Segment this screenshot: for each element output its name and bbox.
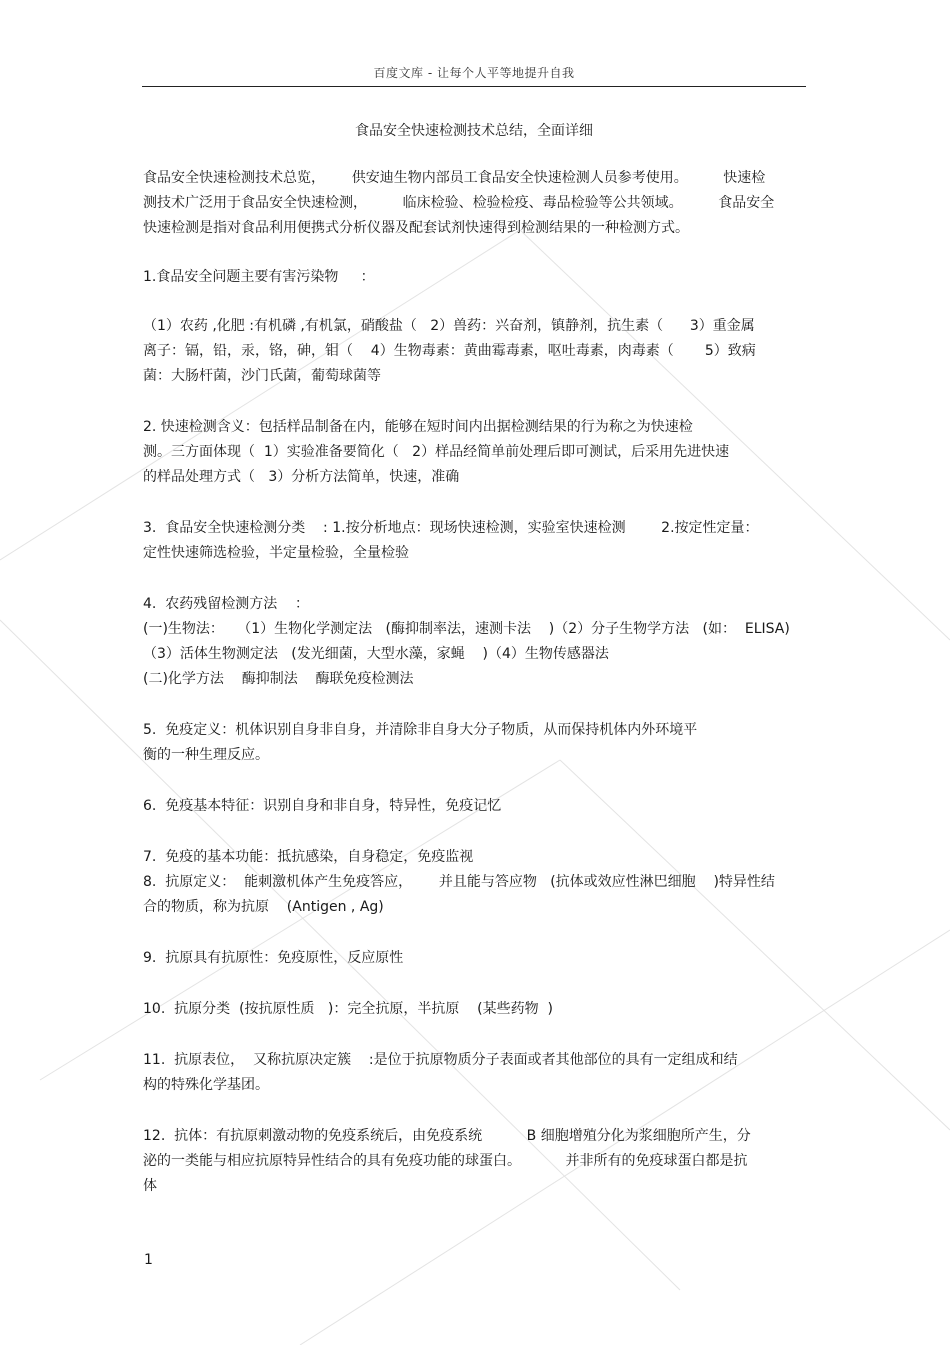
paragraph-line: 泌的一类能与相应抗原特异性结合的具有免疫功能的球蛋白。 并非所有的免疫球蛋白都是抗: [143, 1153, 748, 1169]
paragraph-line: （1）农药 ,化肥 :有机磷 ,有机氯，硝酸盐（ 2）兽药：兴奋剂，镇静剂，抗生素（ 3）重金属: [143, 318, 755, 334]
spacer: [143, 566, 809, 592]
paragraph-line: 8. 抗原定义： 能刺激机体产生免疫答应， 并且能与答应物 (抗体或效应性淋巴细胞 )特异性结: [143, 874, 775, 890]
spacer: [143, 389, 809, 415]
paragraph-line: 体: [143, 1178, 157, 1194]
paragraph-line: 6. 免疫基本特征：识别自身和非自身，特异性，免疫记忆: [143, 798, 502, 814]
page-header: 百度文库 - 让每个人平等地提升自我: [373, 66, 575, 80]
spacer: [143, 819, 809, 845]
paragraph-line: 4. 农药残留检测方法 ：: [143, 596, 310, 612]
paragraph-line: 测技术广泛用于食品安全快速检测， 临床检验、检验检疫、毒品检验等公共领域。 食品安全: [143, 195, 775, 211]
document-title: 食品安全快速检测技术总结，全面详细: [355, 123, 593, 139]
spacer: [143, 768, 809, 794]
header-divider: [142, 86, 806, 87]
spacer: [143, 241, 809, 265]
paragraph-line: (二)化学方法 酶抑制法 酶联免疫检测法: [143, 671, 414, 687]
paragraph-line: 12. 抗体：有抗原刺激动物的免疫系统后，由免疫系统 B 细胞增殖分化为浆细胞所产生，分: [143, 1128, 751, 1144]
paragraph-line: 3. 食品安全快速检测分类 : 1.按分析地点：现场快速检测，实验室快速检测 2.按定性定量：: [143, 520, 759, 536]
spacer: [143, 920, 809, 946]
paragraph-line: 定性快速筛选检验，半定量检验，全量检验: [143, 545, 409, 561]
paragraph-line: 衡的一种生理反应。: [143, 747, 269, 763]
paragraph-line: 构的特殊化学基团。: [143, 1077, 269, 1093]
paragraph-line: 2. 快速检测含义：包括样品制备在内，能够在短时间内出据检测结果的行为称之为快速检: [143, 419, 693, 435]
spacer: [143, 1022, 809, 1048]
paragraph-line: 合的物质，称为抗原 (Antigen , Ag): [143, 899, 384, 915]
spacer: [143, 290, 809, 314]
page-number: 1: [144, 1252, 153, 1268]
paragraph-line: 菌：大肠杆菌，沙门氏菌，葡萄球菌等: [143, 368, 381, 384]
paragraph-line: 测。三方面体现（ 1）实验准备要简化（ 2）样品经简单前处理后即可测试，后采用先进快速: [143, 444, 730, 460]
spacer: [143, 692, 809, 718]
paragraph-line: （3）活体生物测定法 (发光细菌，大型水藻，家蝇 )（4）生物传感器法: [143, 646, 609, 662]
paragraph-line: 离子：镉，铅，汞，铬，砷，钼（ 4）生物毒素：黄曲霉毒素，呕吐毒素，肉毒素（ 5）致病: [143, 343, 756, 359]
paragraph-line: 的样品处理方式（ 3）分析方法简单，快速，准确: [143, 469, 460, 485]
paragraph-line: 9. 抗原具有抗原性：免疫原性，反应原性: [143, 950, 404, 966]
paragraph-line: 11. 抗原表位， 又称抗原决定簇 :是位于抗原物质分子表面或者其他部位的具有一定组成和结: [143, 1052, 738, 1068]
spacer: [143, 1098, 809, 1124]
paragraph-line: (一)生物法： （1）生物化学测定法 (酶抑制率法，速测卡法 )（2）分子生物学方法 (如： ELISA): [143, 621, 790, 637]
paragraph-line: 快速检测是指对食品利用便携式分析仪器及配套试剂快速得到检测结果的一种检测方式。: [143, 220, 689, 236]
paragraph-line: 5. 免疫定义：机体识别自身非自身，并清除非自身大分子物质，从而保持机体内外环境平: [143, 722, 698, 738]
paragraph-line: 7. 免疫的基本功能：抵抗感染，自身稳定，免疫监视: [143, 849, 474, 865]
paragraph-line: 10. 抗原分类 (按抗原性质 )：完全抗原，半抗原 (某些药物 ): [143, 1001, 553, 1017]
paragraph-line: 食品安全快速检测技术总览， 供安迪生物内部员工食品安全快速检测人员参考使用。 快速检: [143, 170, 766, 186]
paragraph-line: 1.食品安全问题主要有害污染物 ：: [143, 269, 375, 285]
spacer: [143, 971, 809, 997]
spacer: [143, 490, 809, 516]
document-body: [143, 166, 809, 1199]
